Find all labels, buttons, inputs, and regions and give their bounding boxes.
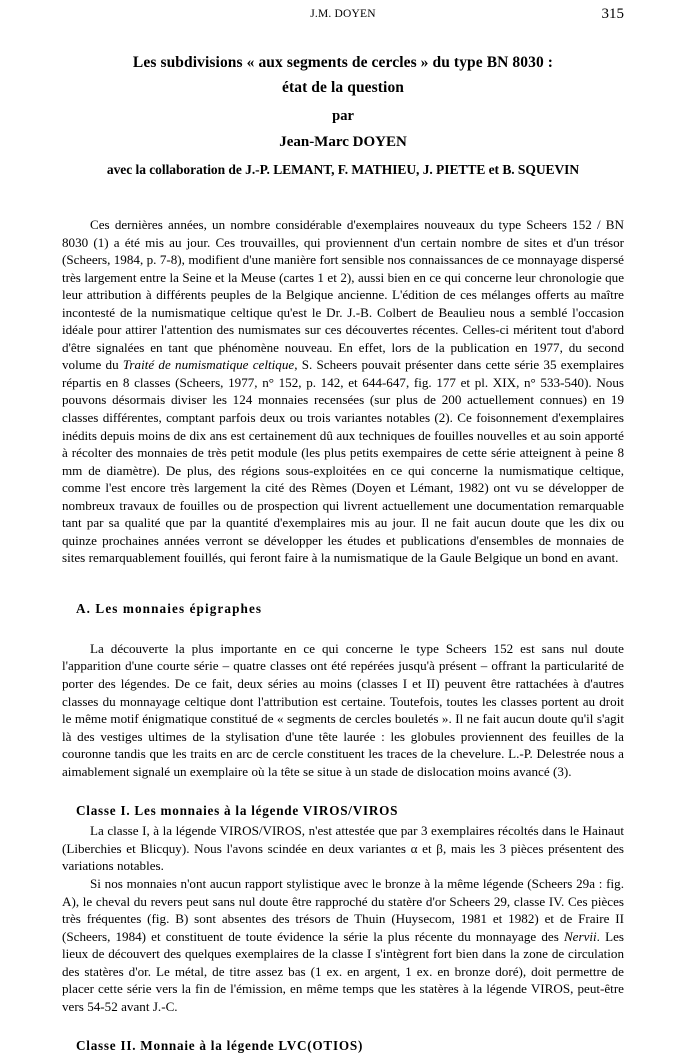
section-heading-classe-2: Classe II. Monnaie à la légende LVC(OTIOS): [76, 1038, 364, 1054]
intro-text-part-2: , S. Scheers pouvait présenter dans cette série 35 exemplaires répartis en 8 classes (Scheers, 1977, n° 152, p. 142, et 644-647, fig. 177 et pl. XIX, n° 533-540). Nous pouvons désormais diviser les 124 monnaies recensées (sur plus de 200 actuellement connues) en 19 classes différentes, comptant parfois deux ou trois variantes notables (2). Ce foisonnement d'exemplaires inédits depuis moins de dix ans est certainement dû aux techniques de fouilles nouvelles et au soin apporté à récolter des monnaies de très petit module (les plus petits exempaires de cette série atteignent à peine 8 mm de diamètre). De plus, des régions sous-exploitées en ce qui concerne la numismatique celtique, comme l'est encore très largement la cité des Rèmes (Doyen et Lémant, 1982) ont vu se développer de nombreux travaux de fouilles ou de prospection qui livrent actuellement une documentation remarquable tant par sa qualité que par la quantité d'exemplaires mis au jour. Il ne fait aucun doute que les dix ou quinze prochaines années verront se développer les études et publications d'ensembles de monnaies de sites remarquablement fouillés, qui feront faire à la numismatique de la Gaule Belgique un bond en avant.: [62, 357, 624, 566]
paragraph-classe-1-first: La classe I, à la légende VIROS/VIROS, n'est attestée que par 3 exemplaires récoltés dans le Hainaut (Liberchies et Blicquy). Nous l'avons scindée en deux variantes α et β, mais les 3 pièces présentent des variations notables.: [62, 823, 624, 874]
section-heading-classe-1: Classe I. Les monnaies à la légende VIROS/VIROS: [76, 803, 399, 819]
paragraph-introduction: [62, 216, 624, 567]
classe-1b-text-part-1: Si nos monnaies n'ont aucun rapport stylistique avec le bronze à la même légende (Scheers 29a : fig. A), le cheval du revers peut sans nul doute être rapproché du statère d'or Scheers 29, classe IV. Ces pièces très fréquentes (fig. B) sont absentes des trésors de Thuin (Huysecom, 1981 et 1982) et de Fraire II (Scheers, 1984) et constituent de toute évidence la série la plus récente du monnayage des: [62, 875, 624, 944]
classe-1b-latin-tribe-name: Nervii: [563, 928, 597, 944]
running-head-title: J.M. DOYEN: [310, 8, 376, 20]
intro-text-part-1: Ces dernières années, un nombre considérable d'exemplaires nouveaux du type Scheers 152 / BN 8030 (1) a été mis au jour. Ces trouvailles, qui proviennent d'un certain nombre de sites et d'un trésor (Scheers, 1984, p. 7-8), modifient d'une manière fort sensible nos connaissances de ce monnayage dispersé très largement entre la Seine et la Meuse (cartes 1 et 2), aussi bien en ce qui concerne leur chronologie que leur attribution à différents peuples de la Belgique ancienne. L'édition de ces mélanges offerts au maître incontesté de la numismatique celtique qu'est le Dr. J.-B. Colbert de Beaulieu nous a semblé l'occasion idéale pour attirer l'attention des numismates sur ces découvertes récentes. Celles-ci méritent tout d'abord d'être signalées en tant que phénomène nouveau. En effet, lors de la publication en 1977, du second volume du: [62, 217, 624, 373]
paragraph-classe-1-second: [62, 875, 624, 1015]
article-subtitle: état de la question: [281, 79, 405, 96]
article-title-line-1: Les subdivisions « aux segments de cercles » du type BN 8030 :: [132, 54, 554, 71]
running-head: [62, 8, 624, 24]
body-column: [62, 216, 624, 1054]
page-number: 315: [601, 6, 624, 22]
byline-author: Jean-Marc DOYEN: [279, 134, 407, 150]
byline-collaborators: avec la collaboration de J.-P. LEMANT, F. MATHIEU, J. PIETTE et B. SQUEVIN: [106, 162, 580, 177]
intro-cited-work-title: Traité de numismatique celtique: [122, 357, 295, 373]
spacer: [62, 617, 624, 640]
byline-par: par: [332, 108, 354, 124]
spacer: [62, 780, 624, 803]
classe-1b-text-part-2: . Les lieux de découvert des quelques exemplaires de la classe I s'intègrent fort bien dans la zone de circulation des statères d'or. Le métal, de titre assez bas (1 ex. en argent, 1 ex. en bronze doré), doit permettre de placer cette série vers la fin de l'émission, en même temps que les statères à la légende VIROS, peut-être vers 54-52 avant J.-C.: [62, 928, 624, 1014]
spacer: [62, 1015, 624, 1038]
section-heading-a: A. Les monnaies épigraphes: [76, 600, 263, 616]
paragraph-section-a: La découverte la plus importante en ce qui concerne le type Scheers 152 est sans nul doute l'apparition d'une courte série – quatre classes ont été repérées jusqu'à présent – offrant la particularité de porter des légendes. De ce fait, deux séries au moins (classes I et II) peuvent être rattachées à d'autres classes du monnayage celtique dont l'attribution est certaine. Toutefois, toutes les classes portent au droit le même motif énigmatique constitué de « segments de cercles bouletés ». Il ne fait aucun doute qu'il s'agit là des vestiges ultimes de la stylisation d'une tête laurée : les globules proviennent des feuilles de la couronne tandis que les traits en arc de cercle constituent les traces de la chevelure. L.-P. Delestrée nous a aimablement signalé un exemplaire où la tête se situe à un stade de dislocation moins avancé (3).: [62, 640, 624, 779]
spacer: [62, 567, 624, 601]
title-block: [62, 50, 624, 183]
